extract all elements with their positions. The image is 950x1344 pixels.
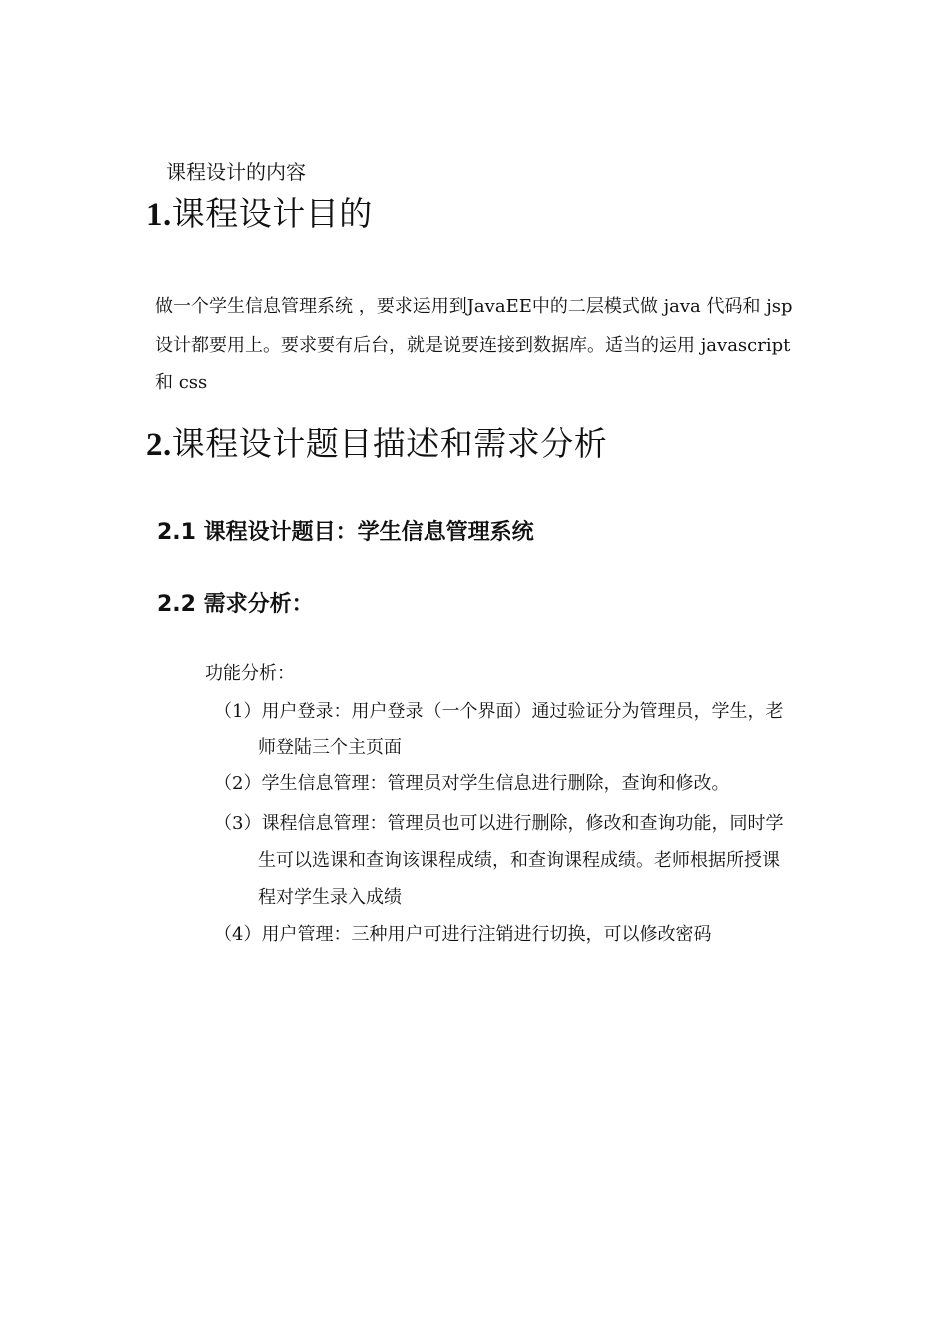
section-1-number: 1.	[146, 197, 172, 233]
list-item-4-index: （4）	[214, 924, 262, 945]
list-item-1	[214, 700, 783, 724]
section-1-title: 课程设计目的	[171, 194, 373, 233]
list-item-3-index: （3）	[214, 813, 262, 834]
subsection-2-2-heading: 2.2 需求分析：	[157, 592, 314, 617]
subsection-2-1-heading: 2.1 课程设计题目：学生信息管理系统	[157, 520, 534, 545]
list-item-1-line-2: 师登陆三个主页面	[258, 737, 402, 758]
section-1-heading	[146, 192, 373, 237]
list-item-2	[214, 772, 729, 796]
list-item-2-index: （2）	[214, 773, 262, 794]
section-1-paragraph-line-3: 和 css	[155, 372, 208, 393]
list-item-1-index: （1）	[214, 701, 262, 722]
list-item-1-line-1: 用户登录：用户登录（一个界面）通过验证分为管理员，学生，老	[261, 701, 784, 722]
section-2-number: 2.	[146, 427, 172, 463]
list-item-4	[214, 923, 711, 947]
content-caption: 课程设计的内容	[166, 160, 306, 184]
list-item-3-line-2: 生可以选课和查询该课程成绩，和查询课程成绩。老师根据所授课	[258, 850, 780, 871]
list-item-3	[214, 812, 783, 836]
function-analysis-title: 功能分析：	[205, 663, 295, 684]
list-item-4-line-1: 用户管理：三种用户可进行注销进行切换，可以修改密码	[261, 924, 712, 945]
list-item-2-line-1: 学生信息管理：管理员对学生信息进行删除，查询和修改。	[261, 773, 730, 794]
list-item-3-line-3: 程对学生录入成绩	[258, 887, 402, 908]
section-2-title: 课程设计题目描述和需求分析	[171, 424, 608, 463]
section-1-paragraph-line-2: 设计都要用上。要求要有后台，就是说要连接到数据库。适当的运用 javascript	[155, 335, 791, 356]
section-1-paragraph-line-1: 做一个学生信息管理系统 ，要求运用到JavaEE中的二层模式做 java 代码和 jsp	[155, 296, 793, 317]
list-item-3-line-1: 课程信息管理：管理员也可以进行删除，修改和查询功能，同时学	[261, 813, 784, 834]
section-2-heading	[146, 422, 607, 467]
